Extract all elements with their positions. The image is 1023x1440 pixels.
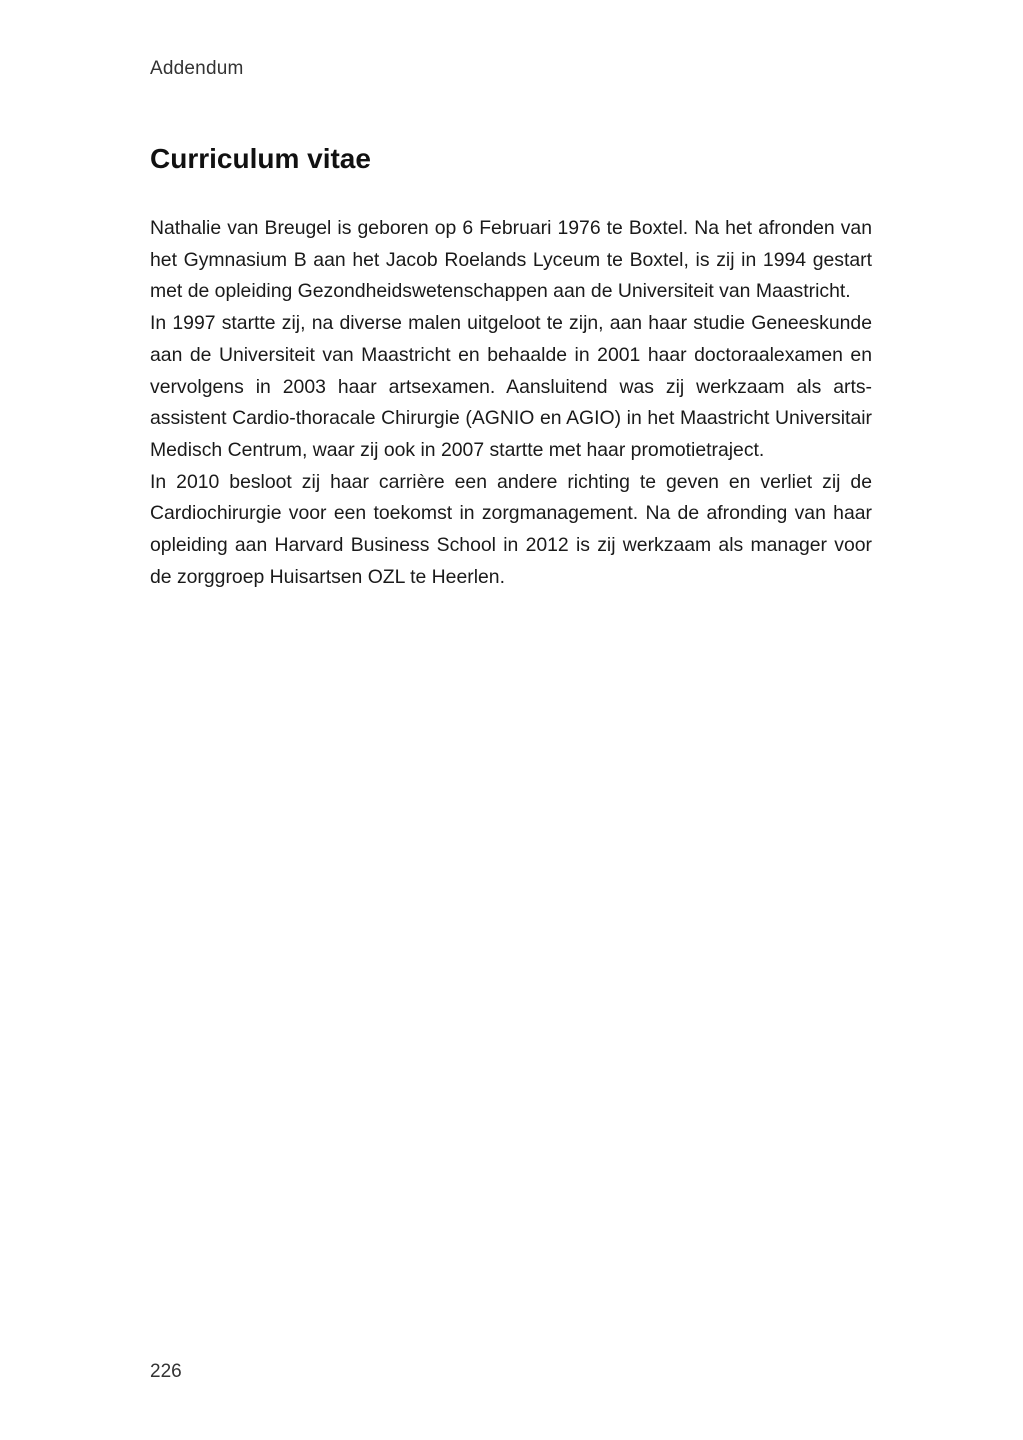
paragraph-medical-career: In 1997 startte zij, na diverse malen uitgeloot te zijn, aan haar studie Geneeskunde aan de Universiteit van Maastricht en behaalde in 2001 haar doctoraalexamen en vervolgens in 2003 haar artsexamen. Aansluitend was zij werkzaam als arts-assistent Cardio-thoracale Chirurgie (AGNIO en AGIO) in het Maastricht Universitair Medisch Centrum, waar zij ook in 2007 startte met haar promotietraject. <box>150 312 872 461</box>
page-number: 226 <box>150 1361 182 1382</box>
running-header: Addendum <box>150 58 244 79</box>
page-title: Curriculum vitae <box>150 143 371 174</box>
paragraph-education: Nathalie van Breugel is geboren op 6 Februari 1976 te Boxtel. Na het afronden van het Gymnasium B aan het Jacob Roelands Lyceum te Boxtel, is zij in 1994 gestart met de opleiding Gezondheidswetenschappen aan de Universiteit van Maastricht. <box>150 217 872 303</box>
cv-body <box>150 213 872 593</box>
paragraph-management-career: In 2010 besloot zij haar carrière een andere richting te geven en verliet zij de Cardiochirurgie voor een toekomst in zorgmanagement. Na de afronding van haar opleiding aan Harvard Business School in 2012 is zij werkzaam als manager voor de zorggroep Huisartsen OZL te Heerlen. <box>150 470 872 588</box>
